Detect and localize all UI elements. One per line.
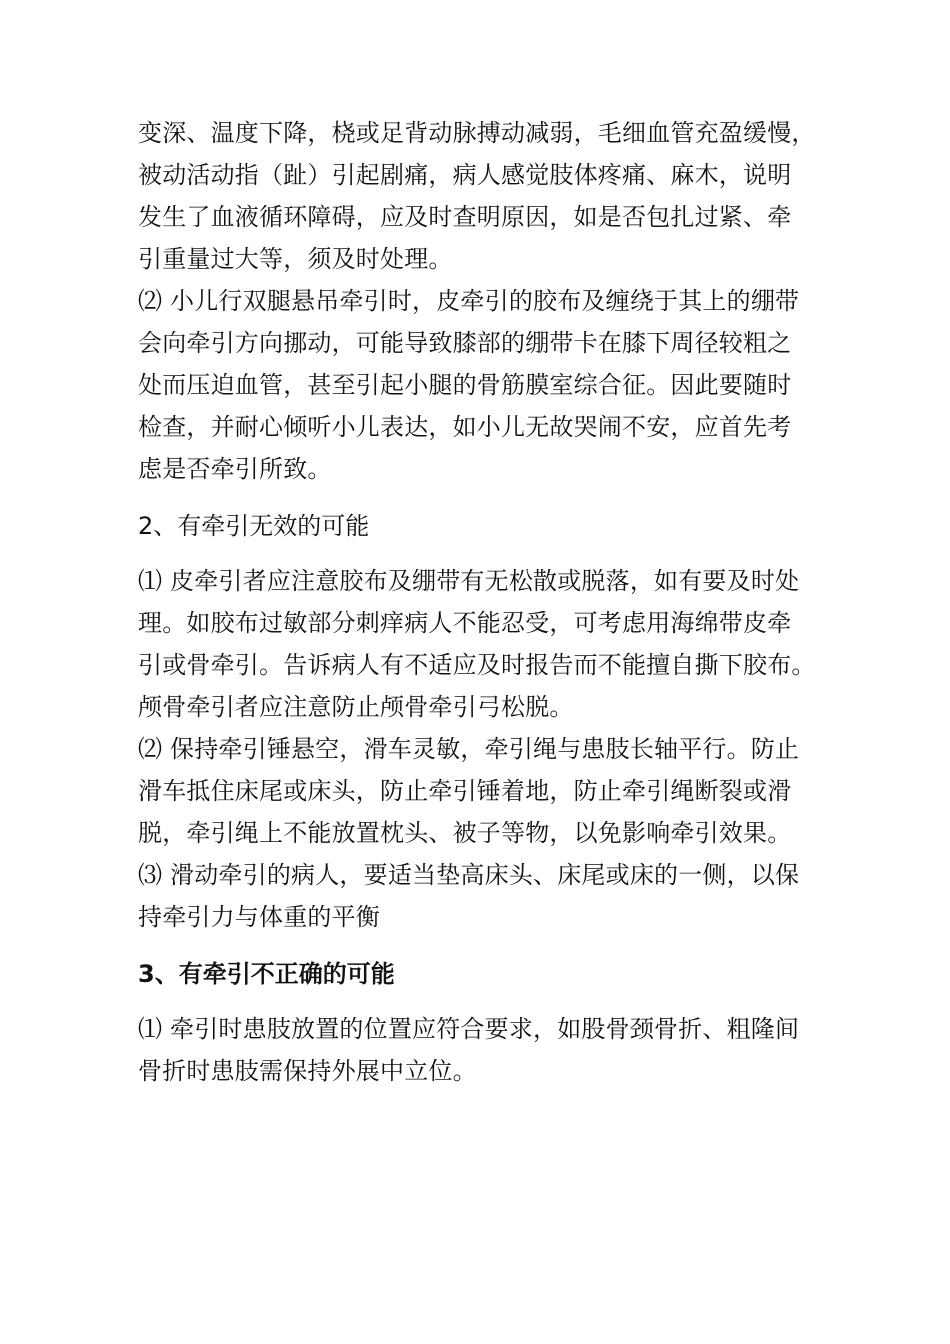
section-heading-2: 2、有牵引无效的可能 (138, 512, 370, 540)
paragraph-line: 被动活动指（趾）引起剧痛，病人感觉肢体疼痛、麻木，说明 (138, 161, 792, 189)
paragraph-line: 处而压迫血管，甚至引起小腿的骨筋膜室综合征。因此要随时 (138, 371, 792, 399)
paragraph-line: 骨折时患肢需保持外展中立位。 (138, 1057, 477, 1085)
paragraph-line: 滑车抵住床尾或床头，防止牵引锤着地，防止牵引绳断裂或滑 (138, 777, 792, 805)
paragraph-line: ⑴ 牵引时患肢放置的位置应符合要求，如股骨颈骨折、粗隆间 (138, 1015, 800, 1043)
paragraph-line: ⑴ 皮牵引者应注意胶布及绷带有无松散或脱落，如有要及时处 (138, 567, 800, 595)
paragraph-line: ⑵ 小儿行双腿悬吊牵引时，皮牵引的胶布及缠绕于其上的绷带 (138, 287, 800, 315)
paragraph-line: 颅骨牵引者应注意防止颅骨牵引弓松脱。 (138, 693, 574, 721)
section-3 (138, 1008, 818, 1092)
document-body (138, 112, 818, 1092)
paragraph-line: 检查，并耐心倾听小儿表达，如小儿无故哭闹不安，应首先考 (138, 413, 792, 441)
paragraph-line: 会向牵引方向挪动，可能导致膝部的绷带卡在膝下周径较粗之 (138, 329, 792, 357)
paragraph-line: 脱，牵引绳上不能放置枕头、被子等物，以免影响牵引效果。 (138, 819, 792, 847)
paragraph-line: 变深、温度下降，桡或足背动脉搏动减弱，毛细血管充盈缓慢， (138, 119, 816, 147)
paragraph-line: 发生了血液循环障碍，应及时查明原因，如是否包扎过紧、牵 (138, 203, 792, 231)
paragraph-line: 引或骨牵引。告诉病人有不适应及时报告而不能擅自撕下胶布。 (138, 651, 816, 679)
paragraph-line: 引重量过大等，须及时处理。 (138, 245, 453, 273)
paragraph-line: 持牵引力与体重的平衡 (138, 903, 380, 931)
paragraph-line: ⑵ 保持牵引锤悬空，滑车灵敏，牵引绳与患肢长轴平行。防止 (138, 735, 800, 763)
section-2 (138, 560, 818, 938)
paragraph-line: ⑶ 滑动牵引的病人，要适当垫高床头、床尾或床的一侧，以保 (138, 861, 800, 889)
paragraph-line: 虑是否牵引所致。 (138, 455, 332, 483)
paragraph-line: 理。如胶布过敏部分刺痒病人不能忍受，可考虑用海绵带皮牵 (138, 609, 792, 637)
section-heading-3: 3、有牵引不正确的可能 (138, 960, 395, 988)
section-1-continued (138, 112, 818, 490)
